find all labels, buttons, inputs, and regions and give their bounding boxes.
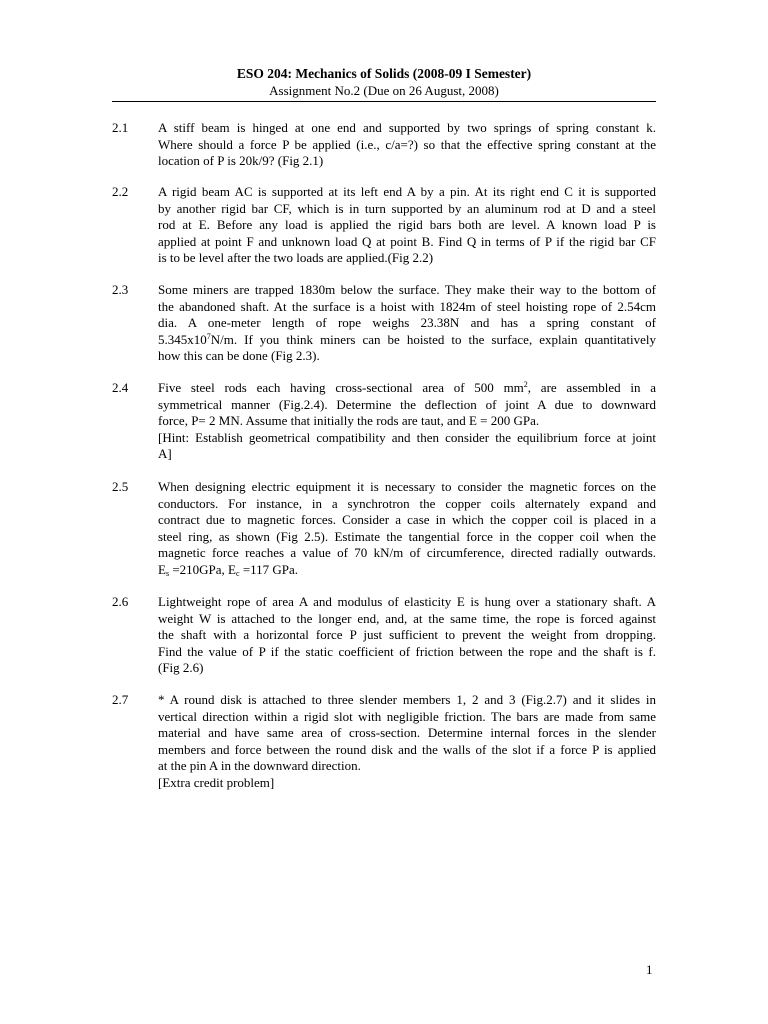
problem-text bbox=[158, 380, 656, 463]
problem-line: members and force between the round disk and the walls of the slot if a force P is applied bbox=[158, 741, 656, 757]
problem-text bbox=[158, 479, 656, 578]
problem-number: 2.4 bbox=[112, 380, 129, 395]
problem-line: A stiff beam is hinged at one end and supported by two springs of spring constant k. bbox=[158, 120, 656, 135]
problem-text bbox=[158, 184, 656, 267]
problem-line bbox=[158, 562, 656, 579]
problem-line: weight W is attached to the longer end, and, at the same time, the rope is forced against bbox=[158, 610, 656, 626]
problem-number: 2.2 bbox=[112, 184, 129, 199]
problem-number: 2.6 bbox=[112, 594, 129, 609]
problem-line: location of P is 20k/9? (Fig 2.1) bbox=[158, 153, 324, 168]
problem-line: contract due to magnetic forces. Consider a case in which the copper coil is placed in a bbox=[158, 512, 656, 527]
problem-number: 2.5 bbox=[112, 479, 129, 494]
problem-text bbox=[158, 692, 656, 791]
course-title: ESO 204: Mechanics of Solids (2008-09 I Semester) bbox=[236, 66, 532, 81]
problem-line: dia. A one-meter length of rope weighs 23.38N and has a spring constant of bbox=[158, 315, 656, 330]
spring-constant-tail: N/m. If you think miners can be hoisted to the surface, explain quantitatively bbox=[210, 331, 656, 347]
problem-line: at the pin A in the downward direction. bbox=[158, 758, 361, 773]
problem-line: conductors. For instance, in a synchrotron the copper coils alternately expand and bbox=[158, 495, 656, 511]
area-text: Five steel rods each having cross-sectional area of 500 mm bbox=[158, 380, 524, 395]
problem-text bbox=[158, 120, 656, 170]
problem-line: Lightweight rope of area A and modulus of elasticity E is hung over a stationary shaft. A bbox=[158, 594, 656, 609]
problem-line: magnetic force reaches a value of 70 kN/m of circumference, directed radially outwards. bbox=[158, 545, 656, 560]
spring-constant-exponent: 7 bbox=[206, 331, 211, 341]
problem-line: (Fig 2.6) bbox=[158, 660, 204, 675]
problem-line: force, P= 2 MN. Assume that initially the rods are taut, and E = 200 GPa. bbox=[158, 413, 540, 428]
problem-line: A] bbox=[158, 446, 172, 461]
problem-line: rod at E. Before any load is applied the rigid bars both are level. A known load P is bbox=[158, 217, 656, 232]
problem-number: 2.7 bbox=[112, 692, 129, 707]
problem-line: [Extra credit problem] bbox=[158, 774, 275, 790]
area-exponent: 2 bbox=[523, 380, 528, 389]
problem-line: applied at point F and unknown load Q at point B. Find Q in terms of P if the rigid bar CF bbox=[158, 233, 656, 249]
problem-line: by another rigid bar CF, which is in turn supported by an aluminum rod at D and a steel bbox=[158, 200, 656, 216]
problem-text bbox=[158, 594, 656, 677]
problem-line: * A round disk is attached to three slender members 1, 2 and 3 (Fig.2.7) and it slides in bbox=[158, 692, 656, 707]
copper-modulus: =117 GPa. bbox=[239, 561, 299, 577]
problem-line bbox=[158, 380, 656, 397]
problem-line: is to be level after the two loads are applied.(Fig 2.2) bbox=[158, 250, 434, 265]
problem-line: the shaft with a horizontal force P just sufficient to prevent the weight from dropping. bbox=[158, 627, 656, 642]
modulus-symbol: E bbox=[158, 561, 166, 577]
problem-line: vertical direction within a rigid slot with negligible friction. The bars are made from same bbox=[158, 708, 656, 724]
problem-line: steel ring, as shown (Fig 2.5). Estimate the tangential force in the copper coil when the bbox=[158, 528, 656, 544]
problem-line: When designing electric equipment it is necessary to consider the magnetic forces on the bbox=[158, 479, 656, 494]
problem-line: Some miners are trapped 1830m below the surface. They make their way to the bottom of bbox=[158, 282, 656, 297]
problem-number: 2.1 bbox=[112, 120, 129, 135]
assignment-subtitle: Assignment No.2 (Due on 26 August, 2008) bbox=[269, 83, 499, 98]
page-number: 1 bbox=[646, 962, 653, 977]
spring-constant-base: 5.345x10 bbox=[158, 331, 207, 347]
steel-modulus: =210GPa, E bbox=[169, 561, 236, 577]
header-divider bbox=[112, 101, 656, 102]
problem-line: material and have same area of cross-section. Determine internal forces in the slender bbox=[158, 725, 656, 740]
steel-subscript: s bbox=[165, 568, 170, 578]
problem-line: A rigid beam AC is supported at its left end A by a pin. At its right end C it is supported bbox=[158, 184, 656, 199]
problem-line: the abandoned shaft. At the surface is a hoist with 1824m of steel hoisting rope of 2.54cm bbox=[158, 298, 656, 314]
problem-line: how this can be done (Fig 2.3). bbox=[158, 348, 320, 363]
problem-line bbox=[158, 332, 656, 349]
area-tail: , are assembled in a bbox=[527, 380, 656, 395]
problem-text bbox=[158, 282, 656, 365]
copper-subscript: c bbox=[236, 568, 240, 578]
problem-line: [Hint: Establish geometrical compatibility and then consider the equilibrium force at joint bbox=[158, 429, 656, 445]
problem-line: Find the value of P if the static coefficient of friction between the rope and the shaft is f. bbox=[158, 643, 656, 659]
problem-line: symmetrical manner (Fig.2.4). Determine the deflection of joint A due to downward bbox=[158, 396, 656, 412]
problem-number: 2.3 bbox=[112, 282, 129, 297]
problem-line: Where should a force P be applied (i.e., c/a=?) so that the effective spring constant at the bbox=[158, 136, 656, 152]
